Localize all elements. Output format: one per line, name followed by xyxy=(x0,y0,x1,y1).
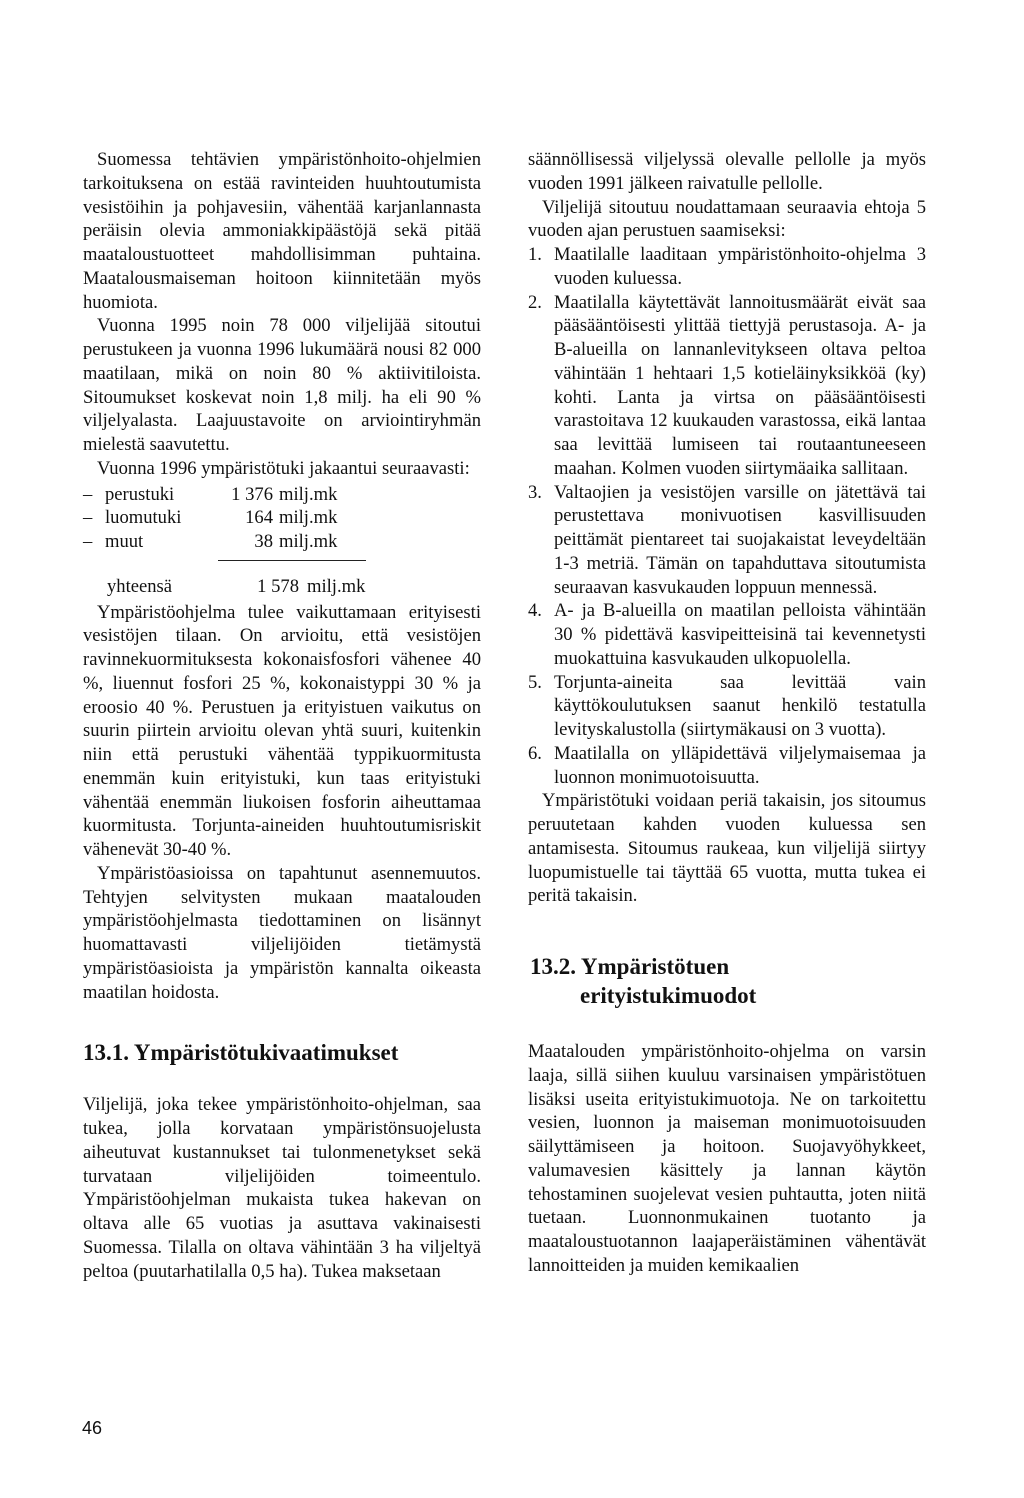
condition-item xyxy=(528,599,926,670)
distribution-row xyxy=(83,483,339,507)
total-unit: milj.mk xyxy=(307,575,366,597)
row-value: 164 xyxy=(245,507,273,529)
condition-text: Valtaojien ja vesistöjen varsille on jätettävä tai perustettava monivuotisen kasvillisuuden peittämät pientareet tai suojakaistat leveydeltään 1-3 metriä. Tämän on tapahduttava sitoutumista seuraavan kasvukauden loppuun mennessä. xyxy=(554,481,926,598)
row-dash: – xyxy=(83,483,93,505)
row-unit: milj.mk xyxy=(279,483,338,505)
condition-item xyxy=(528,742,926,790)
row-dash: – xyxy=(83,507,93,529)
condition-text: A- ja B-alueilla on maatilan pelloista vähintään 30 % pidettävä kasvipeitteisinä tai kevennetysti muokattuina kasvukauden ulkopuolella. xyxy=(554,600,926,669)
condition-text: Maatilalle laaditaan ympäristönhoito-ohjelma 3 vuoden kuluessa. xyxy=(554,244,926,289)
condition-number: 2. xyxy=(528,291,542,313)
conditions-list xyxy=(528,243,926,789)
heading-line-2: erityistukimuodot xyxy=(580,983,757,1008)
section-heading-13-1: 13.1. Ympäristötukivaatimukset xyxy=(83,1040,399,1066)
left-column xyxy=(83,148,481,1283)
row-dash: – xyxy=(83,531,93,552)
condition-text: Maatilalla käytettävät lannoitusmäärät eivät saa pääsääntöisesti ylittää tiettyjä perustasoja. A- ja B-alueilla on lannanlevitykseen oltava peltoa vähintään 1 hehtaari 1,5 kotieläinyksikköä (ky) kohti. Lanta ja virtsa on pääsääntöisesti varastoitava 12 kuukauden varastossa, eikä lantaa saa levittää lumiseen tai routaantuneeseen maahan. Kolmen vuoden siirtymäaika sallitaan. xyxy=(554,291,926,479)
condition-item xyxy=(528,671,926,742)
condition-number: 3. xyxy=(528,481,542,503)
row-value: 38 xyxy=(254,531,273,552)
total-row xyxy=(83,573,367,601)
row-name: perustuki xyxy=(105,483,175,505)
conditions-intro: Viljelijä sitoutuu noudattamaan seuraavia ehtoja 5 vuoden ajan perustuen saamiseksi: xyxy=(528,196,926,242)
repayment-paragraph: Ympäristötuki voidaan periä takaisin, jos sitoumus peruutetaan kahden vuoden kuluessa sen antamisesta. Sitoumus raukeaa, kun viljelijä siirtyy luopumistuelle tai täyttää 65 vuotta, mutta tukea ei peritä takaisin. xyxy=(528,790,926,907)
section-heading-13-2 xyxy=(528,952,926,1010)
impact-paragraph: Ympäristöohjelma tulee vaikuttamaan erityisesti vesistöjen tilaan. On arvioitu, että vesistöjen ravinnekuormituksesta kokonaisfosfori vähenee 40 %, liuennut fosfori 25 %, kokonaistyppi 30 % ja eroosio 40 %. Perustuen ja erityistuen vaikutus on suurin piirtein arvioitu olevan yhtä suuri, kuitenkin niin että perustuki vähentää typpikuormitusta enemmän kuin erityistuki, kun taas erityistuki vähentää enemmän liukoisen fosforin aiheuttamaa kuormitusta. Torjunta-aineiden huuhtoutumisriskit vähenevät 30-40 %. xyxy=(83,601,481,860)
condition-text: Maatilalla on ylläpidettävä viljelymaisemaa ja luonnon monimuotoisuutta. xyxy=(554,742,926,788)
row-unit: milj.mk xyxy=(279,531,338,552)
row-name: muut xyxy=(105,531,144,552)
right-column xyxy=(528,148,926,1278)
row-value: 1 376 xyxy=(231,483,273,505)
attitude-paragraph: Ympäristöasioissa on tapahtunut asennemuutos. Tehtyjen selvitysten mukaan maatalouden ympäristöohjelmasta tiedottaminen on lisännyt huomattavasti viljelijöiden tietämystä ympäristöasioista ja ympäristön kannalta oikeasta maatilan hoidosta. xyxy=(83,862,481,1003)
row-name: luomutuki xyxy=(105,507,182,529)
total-value: 1 578 xyxy=(257,575,299,597)
continued-paragraph: säännöllisessä viljelyssä olevalle pellolle ja myös vuoden 1991 jälkeen raivatulle pellolle. xyxy=(528,149,926,194)
distribution-row xyxy=(83,530,339,554)
condition-text: Torjunta-aineita saa levittää vain käyttökoulutuksen saanut henkilö testatulla levityskalustolla (siirtymäkausi on 3 vuotta). xyxy=(554,671,926,740)
row-unit: milj.mk xyxy=(279,507,338,529)
total-name: yhteensä xyxy=(107,575,173,597)
condition-number: 6. xyxy=(528,742,542,764)
intro-paragraph: Suomessa tehtävien ympäristönhoito-ohjelmien tarkoituksena on estää ravinteiden huuhtoutumista vesistöihin ja pohjavesiin, vähentää karjanlannasta peräisin olevia ammoniakkipäästöjä sekä pitää maataloustuotteet mahdollisimman puhtaina. Maatalousmaiseman hoitoon kiinnitetään myös huomiota. xyxy=(83,149,481,313)
condition-item xyxy=(528,291,926,481)
condition-number: 5. xyxy=(528,671,542,693)
condition-number: 4. xyxy=(528,600,542,622)
condition-item xyxy=(528,481,926,600)
sum-rule xyxy=(218,560,366,561)
special-support-paragraph: Maatalouden ympäristönhoito-ohjelma on varsin laaja, sillä siihen kuuluu varsinaisen ympäristötuen lisäksi useita erityistukimuotoja. Ne on tarkoitettu vesien, luonnon ja maiseman monimuotoisuuden säilyttämiseen ja hoitoon. Suojavyöhykkeet, valumavesien käsittely ja lannan käytön tehostaminen suojelevat vesien puhtautta, joten niitä tuetaan. Luonnonmukainen tuotanto ja maataloustuotannon laajaperäistäminen vähentävät lannoitteiden ja muiden kemikaalien xyxy=(528,1041,926,1276)
participation-paragraph: Vuonna 1995 noin 78 000 viljelijää sitoutui perustukeen ja vuonna 1996 lukumäärä nousi 82 000 maatilaan, mikä on noin 80 % aktiivitiloista. Sitoumukset koskevat noin 1,8 milj. ha eli 90 % viljelyalasta. Laajuustavoite on arviointiryhmän mielestä saavutettu. xyxy=(83,315,481,455)
distribution-row xyxy=(83,506,339,530)
heading-line-1: 13.2. Ympäristötuen xyxy=(530,954,730,979)
condition-item xyxy=(528,243,926,291)
requirements-paragraph: Viljelijä, joka tekee ympäristönhoito-ohjelman, saa tukea, jolla korvataan ympäristönsuojelusta aiheutuvat kustannukset tai tulonmenetykset sekä turvataan viljelijöiden toimeentulo. Ympäristöohjelman mukaista tukea hakevan on oltava alle 65 vuotias ja asuttava vakinaisesti Suomessa. Tilalla on oltava vähintään 3 ha viljeltyä peltoa (puutarhatilalla 0,5 ha). Tukea maksetaan xyxy=(83,1094,481,1282)
distribution-intro: Vuonna 1996 ympäristötuki jakaantui seuraavasti: xyxy=(97,457,470,479)
condition-number: 1. xyxy=(528,244,542,265)
distribution-table xyxy=(83,483,339,554)
page-number: 46 xyxy=(82,1418,103,1438)
